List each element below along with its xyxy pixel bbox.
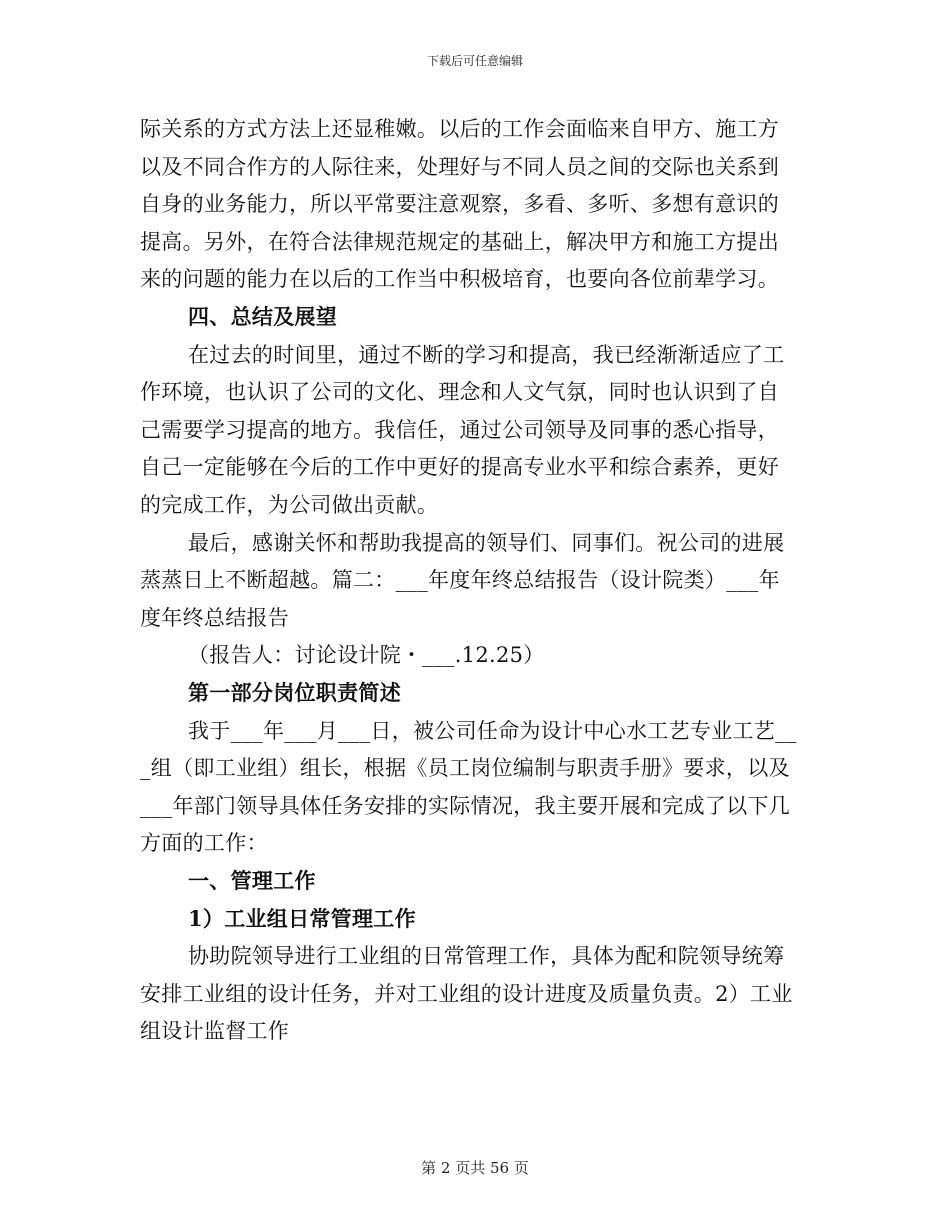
text-line: 在过去的时间里，通过不断的学习和提高，我已经渐渐适应了工 [188,342,785,367]
text-line: 方面的工作： [140,831,268,856]
text-line: 自身的业务能力，所以平常要注意观察，多看、多听、多想有意识的 [140,192,779,217]
section-heading: 四、总结及展望 [188,304,338,329]
text-line: 自己一定能够在今后的工作中更好的提高专业水平和综合素养，更好 [140,455,779,480]
text-line: 来的问题的能力在以后的工作当中积极培育，也要向各位前辈学习。 [140,267,779,292]
text-line: 协助院领导进行工业组的日常管理工作，具体为配和院领导统筹 [188,944,785,969]
text-line: 作环境，也认识了公司的文化、理念和人文气氛，同时也认识到了自 [140,380,779,405]
text-line: 安排工业组的设计任务，并对工业组的设计进度及质量负责。2）工业 [140,981,793,1006]
text-line: 组设计监督工作 [140,1019,290,1044]
text-line: 蒸蒸日上不断超越。篇二：___年度年终总结报告（设计院类）___年 [140,568,780,593]
section-heading: 1）工业组日常管理工作 [188,905,416,931]
text-line: 以及不同合作方的人际往来，处理好与不同人员之间的交际也关系到 [140,154,779,179]
section-heading: 第一部分岗位职责简述 [188,680,401,705]
text-line: _组（即工业组）组长，根据《员工岗位编制与职责手册》要求，以及 [140,756,790,781]
section-heading: 一、管理工作 [188,868,316,893]
text-line: 我于___年___月___日，被公司任命为设计中心水工艺专业工艺__ [188,718,797,743]
text-line: 己需要学习提高的地方。我信任，通过公司领导及同事的悉心指导， [140,417,779,442]
text-line: 提高。另外，在符合法律规范规定的基础上，解决甲方和施工方提出 [140,229,779,254]
text-line: 度年终总结报告 [140,605,290,630]
page-header: 下载后可任意编辑 [426,54,523,68]
text-line: ___年部门领导具体任务安排的实际情况，我主要开展和完成了以下几 [140,793,791,818]
text-line: 的完成工作，为公司做出贡献。 [140,493,439,517]
text-line: 际关系的方式方法上还显稚嫩。以后的工作会面临来自甲方、施工方 [140,117,779,141]
text-line: （报告人：讨论设计院・___.12.25） [188,643,545,668]
text-line: 最后，感谢关怀和帮助我提高的领导们、同事们。祝公司的进展 [188,530,785,555]
page-footer: 第 2 页共 56 页 [421,1159,529,1177]
